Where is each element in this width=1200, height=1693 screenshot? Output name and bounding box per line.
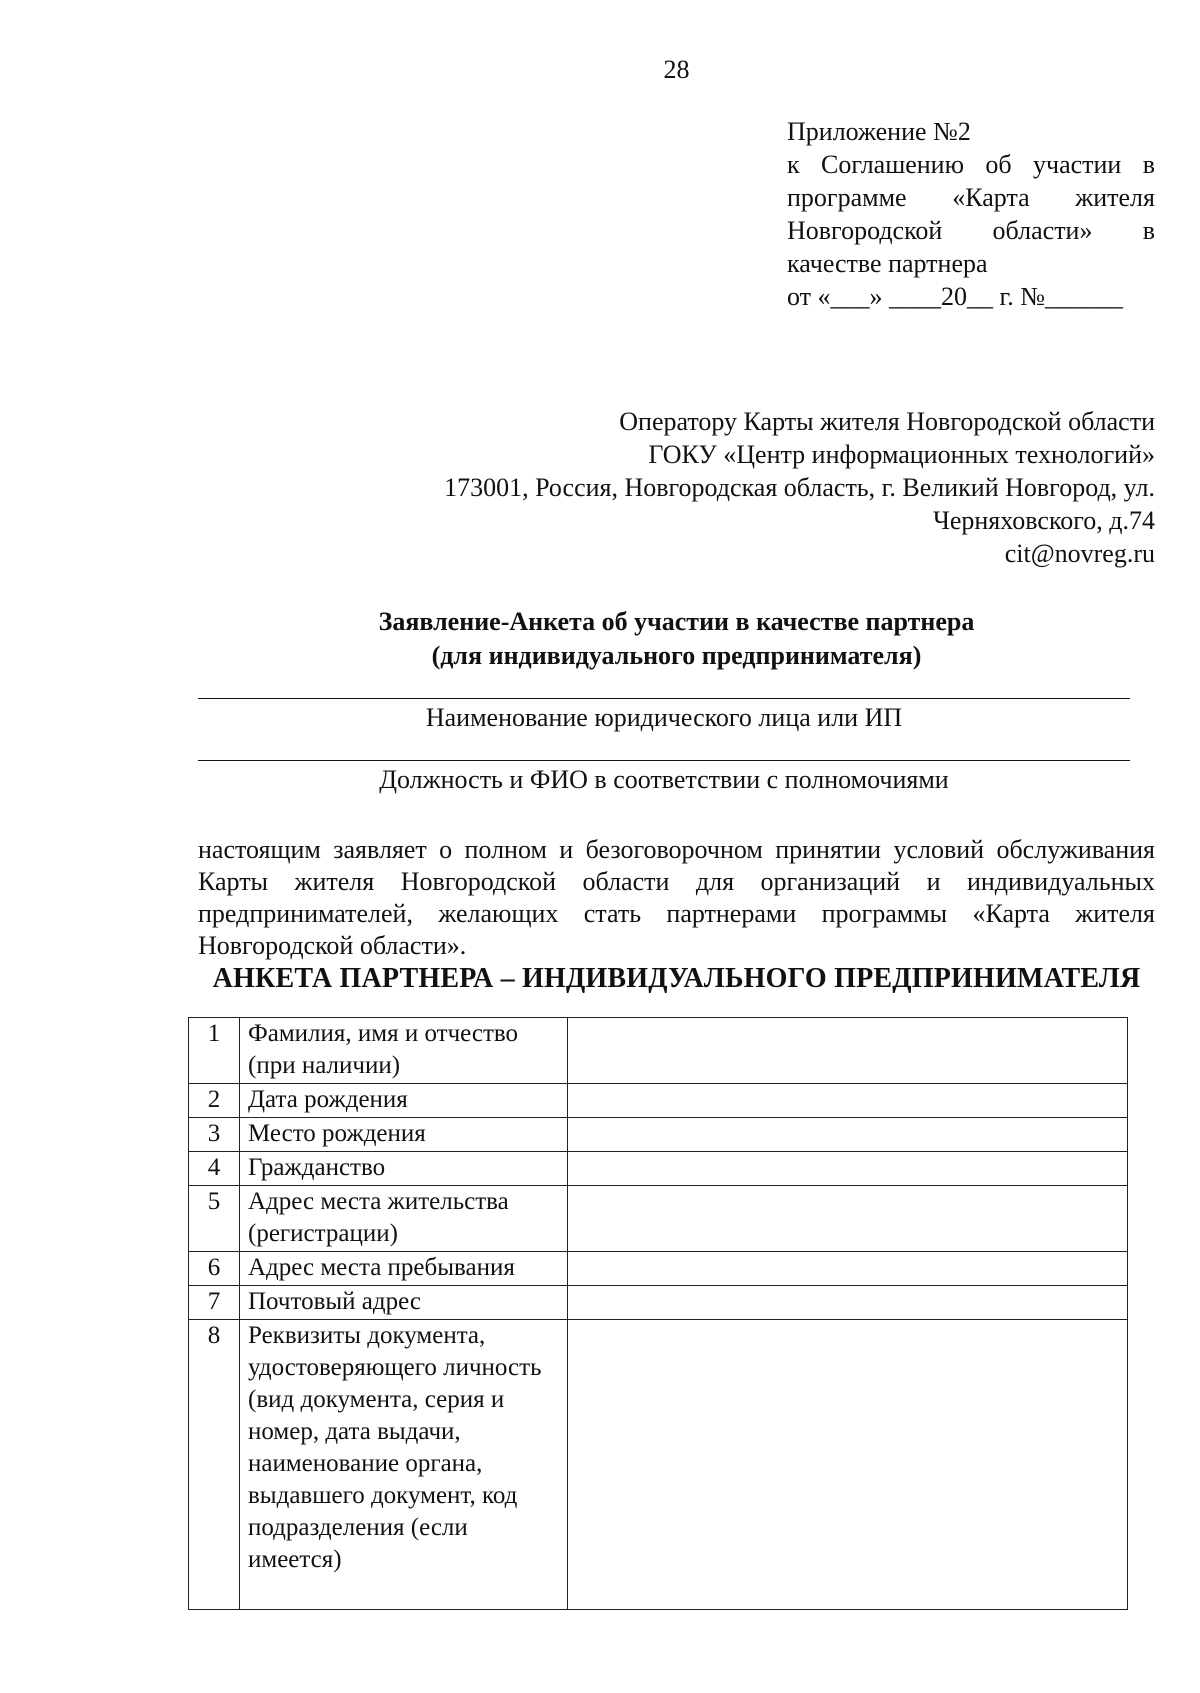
row-label: Фамилия, имя и отчество (при наличии) [240, 1018, 568, 1084]
page-number: 28 [663, 55, 690, 84]
document-title [150, 605, 1200, 673]
row-label: Дата рождения [240, 1084, 568, 1118]
row-label: Место рождения [240, 1118, 568, 1152]
document-title-line-1: Заявление-Анкета об участии в качестве партнера [378, 607, 975, 636]
row-value-cell[interactable] [568, 1018, 1128, 1084]
row-label: Адрес места пребывания [240, 1252, 568, 1286]
row-value-cell[interactable] [568, 1118, 1128, 1152]
row-value-cell[interactable] [568, 1186, 1128, 1252]
recipient-line-1: Оператору Карты жителя Новгородской области [619, 407, 1155, 436]
row-value-cell[interactable] [568, 1152, 1128, 1186]
document-title-line-2: (для индивидуального предпринимателя) [431, 641, 922, 670]
row-number: 5 [189, 1186, 240, 1252]
recipient-email: cit@novreg.ru [1004, 539, 1155, 568]
recipient-line-4: Черняховского, д.74 [932, 506, 1155, 535]
annex-date-line: от «___» ____20__ г. №______ [787, 282, 1124, 311]
annex-line-1: к Соглашению об участии в [787, 150, 1155, 179]
annex-line-2: программе «Карта жителя [787, 183, 1155, 212]
annex-line-3: Новгородской области» в [787, 216, 1155, 245]
row-number: 2 [189, 1084, 240, 1118]
row-number: 1 [189, 1018, 240, 1084]
table-row [189, 1320, 1128, 1610]
recipient-line-2: ГОКУ «Центр информационных технологий» [648, 440, 1155, 469]
table-row [189, 1084, 1128, 1118]
row-label: Гражданство [240, 1152, 568, 1186]
recipient-block [300, 405, 1155, 570]
row-label: Почтовый адрес [240, 1286, 568, 1320]
row-value-cell[interactable] [568, 1084, 1128, 1118]
table-row [189, 1018, 1128, 1084]
questionnaire-table [188, 1017, 1128, 1610]
annex-title: Приложение №2 [787, 117, 971, 146]
row-value-cell[interactable] [568, 1320, 1128, 1610]
row-value-cell[interactable] [568, 1286, 1128, 1320]
row-number: 3 [189, 1118, 240, 1152]
row-label: Адрес места жительства (регистрации) [240, 1186, 568, 1252]
annex-line-4: качестве партнера [787, 249, 988, 278]
position-caption: Должность и ФИО в соответствии с полномочиями [379, 765, 949, 794]
table-row [189, 1286, 1128, 1320]
table-row [189, 1252, 1128, 1286]
row-number: 8 [189, 1320, 240, 1610]
position-fill-line[interactable] [198, 760, 1130, 761]
row-number: 4 [189, 1152, 240, 1186]
annex-block [787, 115, 1155, 313]
row-number: 7 [189, 1286, 240, 1320]
recipient-line-3: 173001, Россия, Новгородская область, г. Великий Новгород, ул. [444, 473, 1155, 502]
name-fill-line[interactable] [198, 698, 1130, 699]
table-row [189, 1152, 1128, 1186]
table-row [189, 1118, 1128, 1152]
row-label: Реквизиты документа, удостоверяющего личность (вид документа, серия и номер, дата выдачи, наименование органа, выдавшего документ, код подразделения (если имеется) [240, 1320, 568, 1610]
name-caption: Наименование юридического лица или ИП [425, 703, 903, 732]
table-row [189, 1186, 1128, 1252]
section-heading: АНКЕТА ПАРТНЕРА – ИНДИВИДУАЛЬНОГО ПРЕДПРИНИМАТЕЛЯ [212, 963, 1141, 994]
statement-paragraph: настоящим заявляет о полном и безоговорочном принятии условий обслуживания Карты жителя Новгородской области для организаций и индивидуальных предпринимателей, желающих стать партнерами программы «Карта жителя Новгородской области». [198, 835, 1155, 960]
row-number: 6 [189, 1252, 240, 1286]
row-value-cell[interactable] [568, 1252, 1128, 1286]
